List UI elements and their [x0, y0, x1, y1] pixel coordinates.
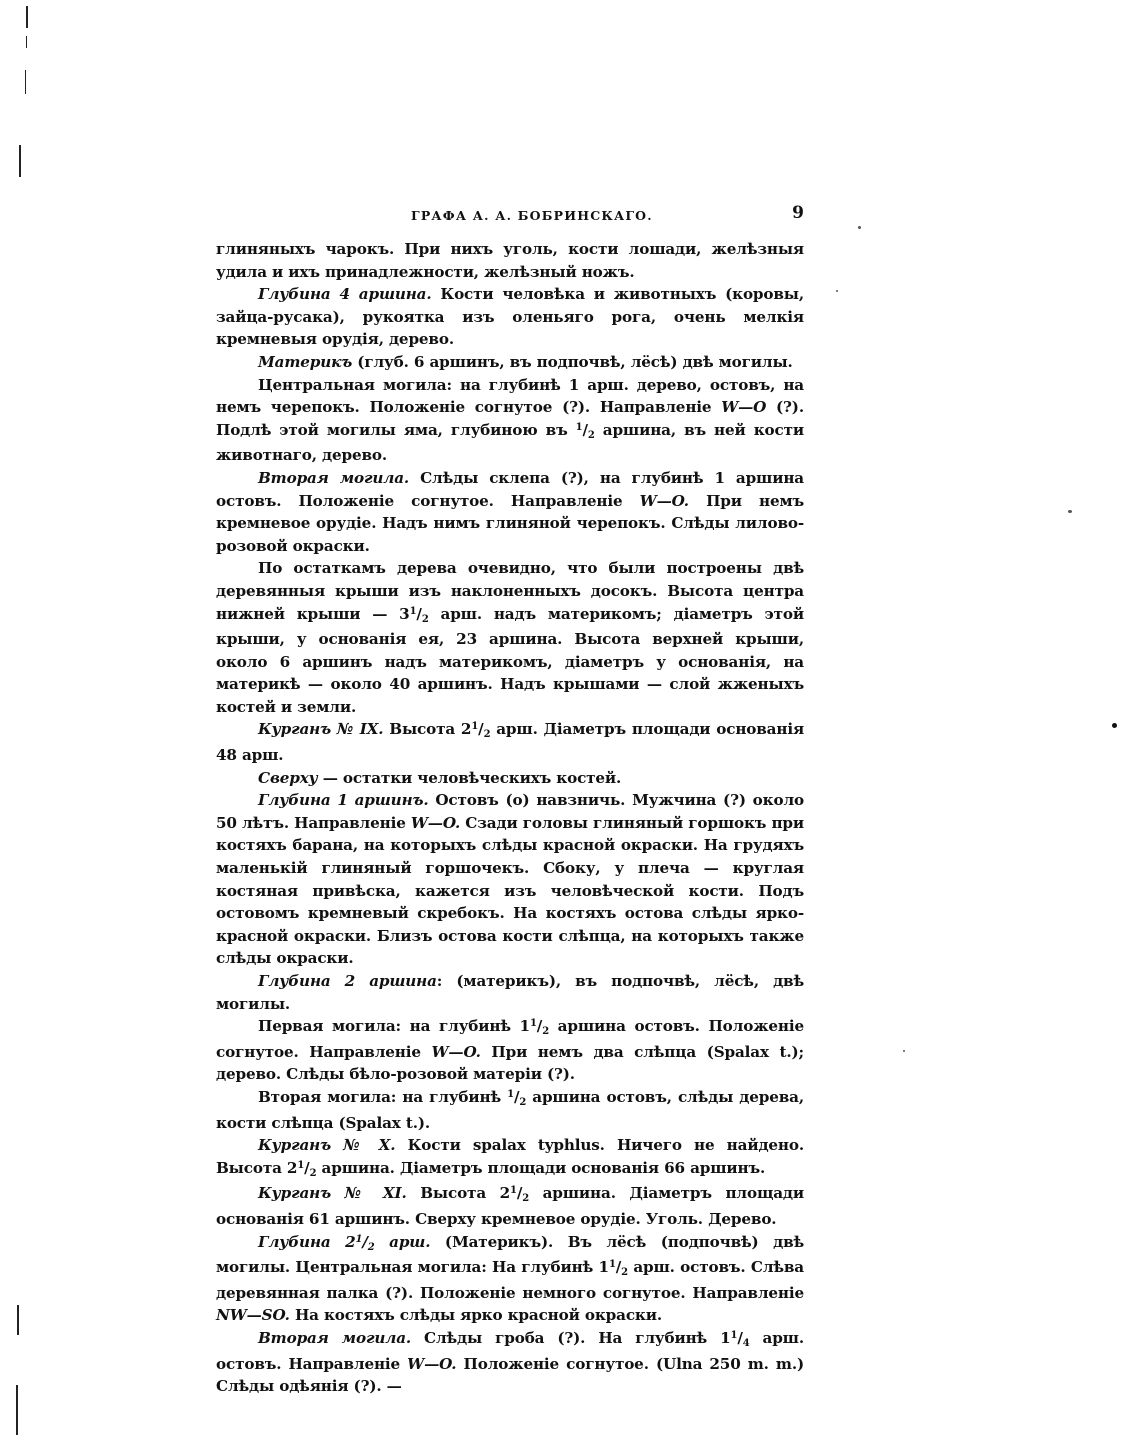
- scan-edge-mark: [25, 70, 26, 94]
- italic-run: W—O.: [407, 1354, 457, 1373]
- italic-run: Материкъ: [258, 352, 353, 371]
- fraction: $^1$/2: [471, 720, 491, 741]
- scan-edge-mark: [26, 36, 27, 48]
- paragraph: [216, 1015, 804, 1086]
- fraction: $^1$/2: [575, 420, 595, 441]
- paragraph: [216, 718, 804, 766]
- italic-run: Вторая могила.: [258, 468, 410, 487]
- italic-run: Глубина 1 аршинъ.: [258, 791, 429, 810]
- text-run: аршина. Діаметръ площади основанія 66 аршинъ.: [316, 1158, 766, 1177]
- scan-edge-mark: [17, 1305, 19, 1335]
- text-run: (Материкъ). Въ лёсѣ (подпочвѣ) двѣ могилы. Центральная могила: На глубинѣ 1: [216, 1232, 805, 1277]
- dust-speck: [903, 1050, 905, 1052]
- italic-run: Курганъ № XI.: [258, 1184, 407, 1203]
- text-run: — остатки человѣческихъ костей.: [317, 768, 622, 787]
- paragraph: [216, 283, 804, 351]
- paragraph: [216, 1182, 804, 1230]
- fraction: $^1$/2: [355, 1232, 375, 1253]
- text-run: При немъ два слѣпца (Spalax t.); дерево. Слѣды бѣло-розовой матеріи (?).: [216, 1042, 804, 1084]
- text-run: аршина остовъ, слѣды дерева, кости слѣпца (Spalax t.).: [216, 1087, 804, 1132]
- italic-run: W—O.: [410, 813, 461, 832]
- scan-edge-mark: [19, 145, 21, 177]
- scan-edge-mark: [16, 1385, 18, 1435]
- text-run: арш. остовъ. Направленіе: [216, 1328, 804, 1373]
- text-run: аршина. Діаметръ площади основанія 61 аршинъ. Сверху кремневое орудіе. Уголь. Дерево.: [216, 1184, 805, 1228]
- fraction: $^1$/2: [409, 604, 429, 625]
- dust-speck: [858, 226, 861, 229]
- text-run: По остаткамъ дерева очевидно, что были построены двѣ деревянныя крыши изъ наклоненныхъ досокъ. Высота центра нижней крыши — 3: [216, 559, 804, 623]
- text-run: Высота 2: [406, 1184, 510, 1203]
- text-run: Кости spalax typhlus. Ничего не найдено. Высота 2: [216, 1136, 805, 1177]
- text-run: Сзади головы глиняный горшокъ при костяхъ барана, на которыхъ слѣды красной окраски. На грудяхъ маленькій глиняный горшочекъ. Сбоку, у плеча — круглая костяная привѣска, кажется изъ человѣческой кости. Подъ остовомъ кремневый скребокъ. На костяхъ остова слѣды ярко-красной окраски. Близъ остова кости слѣпца, на которыхъ также слѣды окраски.: [216, 813, 804, 968]
- italic-run: Вторая могила.: [258, 1328, 412, 1347]
- dust-speck: [1112, 723, 1117, 728]
- italic-run: Курганъ № X.: [258, 1136, 396, 1155]
- italic-run: Глубина 4 аршина.: [258, 285, 432, 304]
- text-run: : (материкъ), въ подпочвѣ, лёсѣ, двѣ могилы.: [216, 972, 804, 1013]
- paragraph: [216, 238, 804, 283]
- italic-run: NW—SO.: [216, 1306, 290, 1325]
- paragraph: [216, 374, 804, 467]
- paragraph: [216, 1327, 804, 1398]
- text-run: Положеніе согнутое. (Ulna 250 m. m.) Слѣды одѣянія (?). —: [216, 1354, 804, 1396]
- italic-run: Глубина 2: [258, 1232, 356, 1251]
- italic-run: Курганъ № IX.: [258, 720, 384, 739]
- fraction: $^1$/2: [529, 1017, 550, 1038]
- text-run: арш. остовъ. Слѣва деревянная палка (?). Положеніе немного согнутое. Направленіе: [216, 1258, 805, 1302]
- paragraph: [216, 1231, 804, 1327]
- text-run: Остовъ (о) навзничь. Мужчина (?) около 50 лѣтъ. Направленіе: [216, 791, 804, 832]
- paragraph: [216, 767, 804, 790]
- paragraph: [216, 557, 804, 718]
- text-run: аршина, въ ней кости животнаго, дерево.: [216, 420, 804, 465]
- italic-run: W—O.: [639, 491, 689, 510]
- text-run: аршина остовъ. Положеніе согнутое. Направленіе: [216, 1017, 804, 1061]
- paragraph: [216, 1134, 804, 1182]
- text-run: глиняныхъ чарокъ. При нихъ уголь, кости лошади, желѣзныя удила и ихъ принадлежности, желѣзный ножъ.: [216, 240, 804, 281]
- text-run: Кости человѣка и животныхъ (коровы, зайца-русака), рукоятка изъ оленьяго рога, очень мелкія кремневыя орудія, дерево.: [216, 285, 804, 349]
- page-number: 9: [792, 203, 804, 223]
- text-run: арш. Діаметръ площади основанія 48 арш.: [216, 720, 805, 765]
- italic-run: арш.: [374, 1232, 431, 1251]
- fraction: $^1$/2: [507, 1087, 527, 1108]
- fraction: $^1$/2: [608, 1258, 628, 1279]
- italic-run: Сверху: [258, 768, 318, 787]
- paragraph: [216, 467, 804, 557]
- paragraph: [216, 970, 804, 1015]
- scan-edge-mark: [26, 6, 28, 28]
- text-run: Центральная могила: на глубинѣ 1 арш. дерево, остовъ, на немъ черепокъ. Положеніе согнутое (?). Направленіе: [216, 375, 804, 417]
- text-run: Первая могила: на глубинѣ 1: [258, 1017, 530, 1036]
- fraction: $^1$/2: [297, 1158, 317, 1179]
- dust-speck: [836, 290, 838, 292]
- paragraph: [216, 789, 804, 970]
- text-run: Слѣды склепа (?), на глубинѣ 1 аршина остовъ. Положеніе согнутое. Направленіе: [216, 468, 804, 510]
- text-run: Вторая могила: на глубинѣ: [258, 1087, 508, 1106]
- paragraph: [216, 1086, 804, 1134]
- fraction: $^1$/4: [730, 1328, 750, 1349]
- dust-speck: [1068, 510, 1072, 513]
- text-run: При немъ кремневое орудіе. Надъ нимъ глиняной черепокъ. Слѣды лилово-розовой окраски.: [216, 491, 804, 555]
- italic-run: W—O.: [431, 1042, 481, 1061]
- text-run: Слѣды гроба (?). На глубинѣ 1: [411, 1328, 731, 1347]
- text-run: арш. надъ материкомъ; діаметръ этой крыши, у основанія ея, 23 аршина. Высота верхней крыши, около 6 аршинъ надъ материкомъ, діаметръ у основанія, на материкѣ — около 40 аршинъ. Надъ крышами — слой жженыхъ костей и земли.: [216, 604, 804, 716]
- paragraph: [216, 351, 804, 374]
- running-title: ГРАФА А. А. БОБРИНСКАГО.: [411, 208, 653, 223]
- italic-run: Глубина 2 аршина: [258, 972, 437, 990]
- fraction: $^1$/2: [510, 1184, 530, 1205]
- italic-run: W—O: [721, 398, 767, 417]
- body-text: [216, 238, 804, 1398]
- text-run: Высота 2: [383, 720, 472, 739]
- text-run: (?). Подлѣ этой могилы яма, глубиною въ: [216, 398, 804, 439]
- text-run: (глуб. 6 аршинъ, въ подпочвѣ, лёсѣ) двѣ могилы.: [352, 352, 793, 371]
- page-header: [216, 204, 806, 228]
- text-run: На костяхъ слѣды ярко красной окраски.: [289, 1306, 663, 1325]
